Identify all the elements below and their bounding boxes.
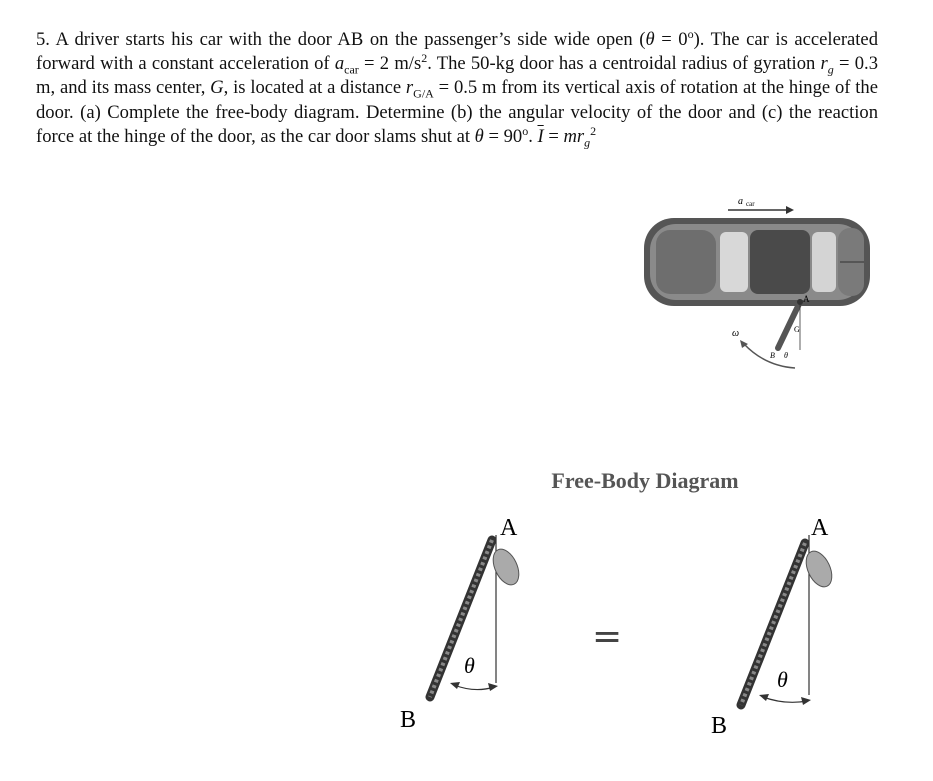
fbd-right-door xyxy=(695,505,855,745)
problem-number: 5. xyxy=(36,29,50,50)
car-label-B: B xyxy=(770,351,775,360)
theta-arc xyxy=(763,697,807,702)
car-label-A: A xyxy=(803,294,810,304)
accel-label: a xyxy=(738,196,743,207)
fbd-left-door xyxy=(380,505,540,745)
theta-arc xyxy=(454,685,494,690)
accel-sub: car xyxy=(746,200,755,208)
car-body xyxy=(644,218,870,306)
car-label-theta: θ xyxy=(784,351,788,360)
equals-sign: = xyxy=(592,616,623,657)
fbd-right-label-A: A xyxy=(811,515,829,541)
fbd-right-label-theta: θ xyxy=(777,667,788,692)
problem-statement: 5. A driver starts his car with the door AB on the passenger’s side wide open $(\theta = 0^o)$. The car is accelerated forward with a constant acceleration of $a_{car} = 2$ $m/s^2$. The 50-kg door has a centroidal radius of gyration $r_g = 0.3$ m, and its mass center, G, is located at a distance $r_{G/A} = 0.5$ m from its vertical axis of rotation at the hinge of the door. (a) Complete the free-body diagram. Determine (b) the angular velocity of the door and (c) the reaction force at the hinge of the door, as the car door slams shut at $\theta = 90^o$. $\overline{I} = mr_g^2$ xyxy=(36,26,879,150)
omega-label: ω xyxy=(732,328,740,339)
fbd-right-label-B: B xyxy=(711,713,728,739)
fbd-left-label-B: B xyxy=(400,707,417,733)
acceleration-arrow xyxy=(728,206,794,214)
fbd-left-label-A: A xyxy=(500,515,518,541)
car-label-G: G xyxy=(794,325,800,334)
fbd-left-label-theta: θ xyxy=(464,653,475,678)
door-handle xyxy=(488,545,524,589)
door-handle xyxy=(801,547,837,591)
fbd-title: Free-Body Diagram xyxy=(551,468,739,493)
car-top-view-figure xyxy=(640,190,880,380)
